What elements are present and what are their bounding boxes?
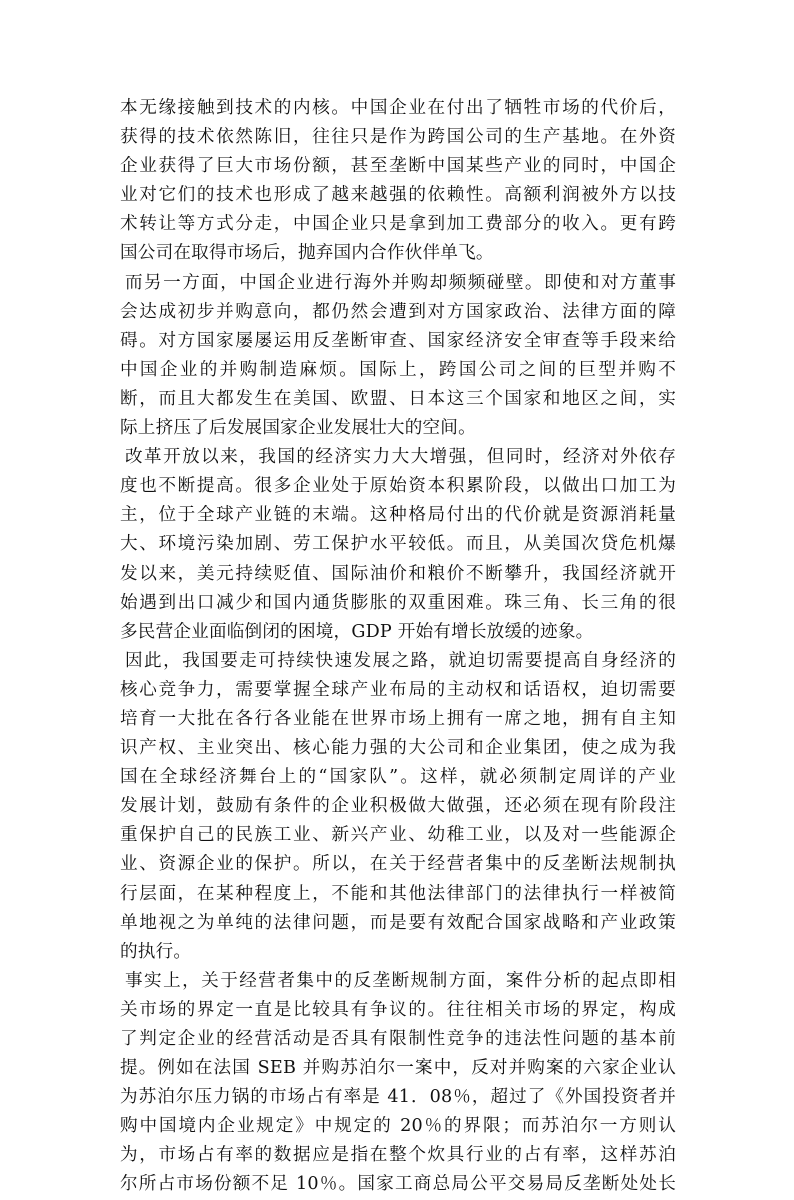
text-line: 关市场的界定一直是比较具有争议的。往往相关市场的界定，构成: [120, 999, 676, 1020]
text-line: 企业获得了巨大市场份额，甚至垄断中国某些产业的同时，中国企: [120, 156, 676, 177]
text-line: 业对它们的技术也形成了越来越强的依赖性。高额利润被外方以技: [120, 185, 676, 206]
text-line: 为，市场占有率的数据应是指在整个炊具行业的占有率，这样苏泊: [120, 1145, 676, 1166]
text-line: 的执行。: [120, 941, 192, 962]
text-line: 主，位于全球产业链的末端。这种格局付出的代价就是资源消耗量: [120, 505, 676, 526]
text-line: 大、环境污染加剧、劳工保护水平较低。而且，从美国次贷危机爆: [120, 534, 676, 555]
text-line: 获得的技术依然陈旧，往往只是作为跨国公司的生产基地。在外资: [120, 127, 676, 148]
text-line: 培育一大批在各行各业能在世界市场上拥有一席之地，拥有自主知: [120, 708, 676, 729]
text-line: 碍。对方国家屡屡运用反垄断审查、国家经济安全审查等手段来给: [120, 330, 676, 351]
text-line: 提。例如在法国 SEB 并购苏泊尔一案中，反对并购案的六家企业认: [120, 1058, 676, 1079]
text-line: 了判定企业的经营活动是否具有限制性竞争的违法性问题的基本前: [120, 1029, 676, 1049]
text-line: 国公司在取得市场后，抛弃国内合作伙伴单飞。: [120, 243, 494, 264]
text-line: 始遇到出口减少和国内通货膨胀的双重困难。珠三角、长三角的很: [120, 592, 676, 613]
text-line: 事实上，关于经营者集中的反垄断规制方面，案件分析的起点即相: [125, 970, 676, 991]
text-line: 业、资源企业的保护。所以，在关于经营者集中的反垄断法规制执: [120, 854, 676, 875]
text-line: 购中国境内企业规定》中规定的 20％的界限；而苏泊尔一方则认: [120, 1116, 676, 1137]
text-line: 本无缘接触到技术的内核。中国企业在付出了牺牲市场的代价后，: [120, 98, 676, 118]
text-line: 会达成初步并购意向，都仍然会遭到对方国家政治、法律方面的障: [120, 301, 676, 322]
text-line: 因此，我国要走可持续快速发展之路，就迫切需要提高自身经济的: [125, 650, 676, 671]
text-line: 单地视之为单纯的法律问题，而是要有效配合国家战略和产业政策: [120, 912, 676, 933]
text-line: 度也不断提高。很多企业处于原始资本积累阶段，以做出口加工为: [120, 476, 676, 497]
text-line: 际上挤压了后发展国家企业发展壮大的空间。: [120, 418, 476, 439]
text-line: 国在全球经济舞台上的“国家队”。这样，就必须制定周详的产业: [120, 767, 676, 788]
text-line: 核心竞争力，需要掌握全球产业布局的主动权和话语权，迫切需要: [120, 679, 676, 700]
text-line: 为苏泊尔压力锅的市场占有率是 41．08％，超过了《外国投资者并: [120, 1087, 676, 1108]
text-line: 而另一方面，中国企业进行海外并购却频频碰壁。即使和对方董事: [125, 272, 676, 293]
text-line: 发以来，美元持续贬值、国际油价和粮价不断攀升，我国经济就开: [120, 563, 676, 584]
text-line: 术转让等方式分走，中国企业只是拿到加工费部分的收入。更有跨: [120, 214, 676, 235]
text-line: 中国企业的并购制造麻烦。国际上，跨国公司之间的巨型并购不: [120, 359, 676, 380]
text-line: 改革开放以来，我国的经济实力大大增强，但同时，经济对外依存: [125, 447, 676, 468]
text-line: 行层面，在某种程度上，不能和其他法律部门的法律执行一样被简: [120, 883, 676, 904]
text-line: 重保护自己的民族工业、新兴产业、幼稚工业，以及对一些能源企: [120, 825, 676, 846]
text-line: 断，而且大都发生在美国、欧盟、日本这三个国家和地区之间，实: [120, 388, 676, 409]
text-line: 发展计划，鼓励有条件的企业积极做大做强，还必须在现有阶段注: [120, 796, 676, 817]
text-line: 识产权、主业突出、核心能力强的大公司和企业集团，使之成为我: [120, 738, 676, 759]
text-line: 多民营企业面临倒闭的困境，GDP 开始有增长放缓的迹象。: [120, 621, 594, 642]
document-page: [120, 94, 676, 1200]
text-line: 尔所占市场份额不足 10％。国家工商总局公平交易局反垄断处处长: [120, 1174, 676, 1195]
